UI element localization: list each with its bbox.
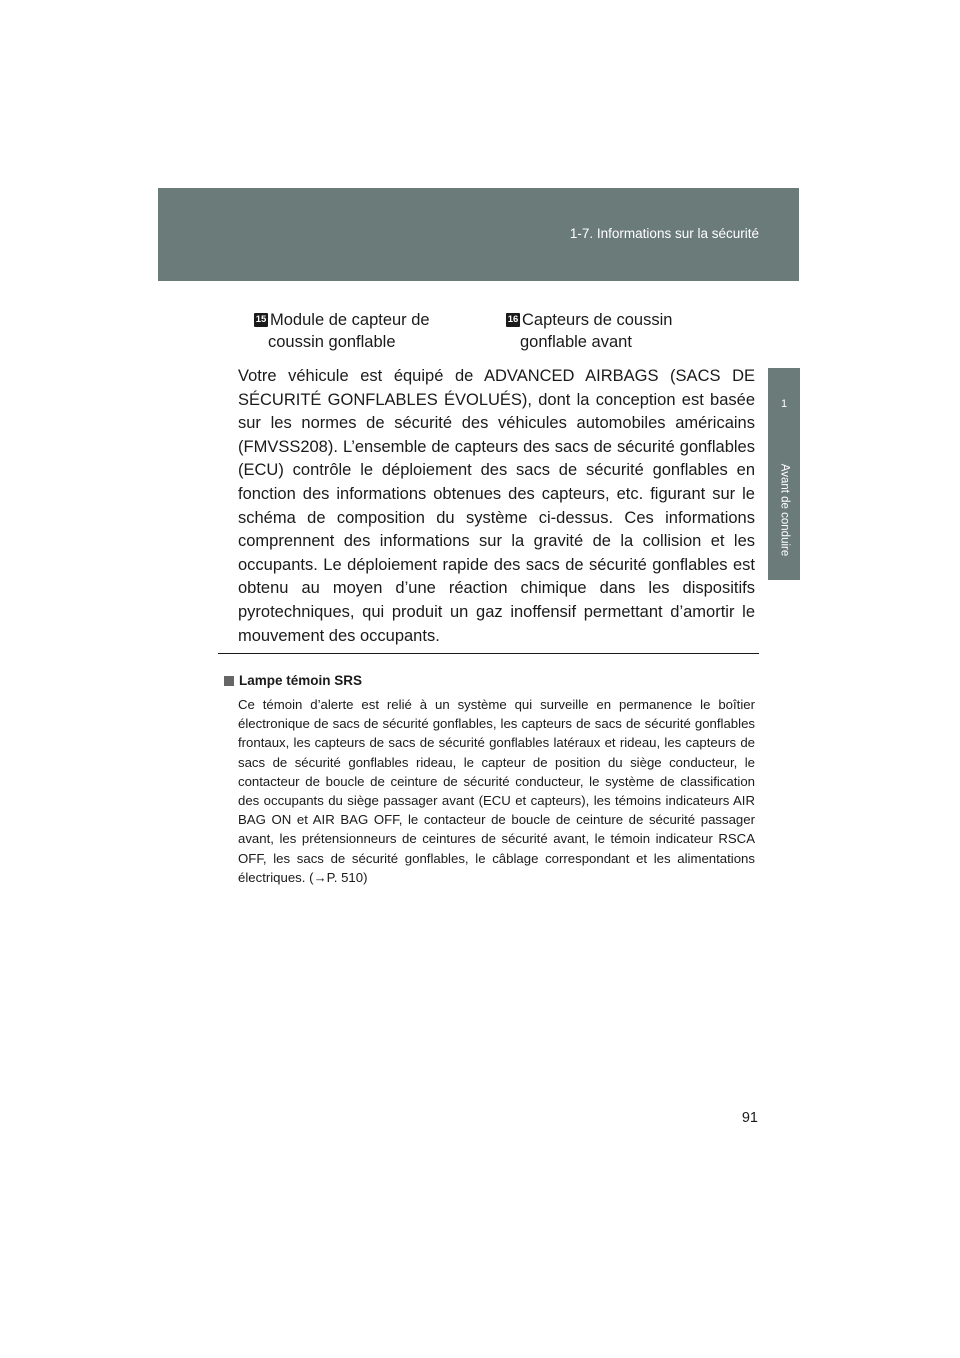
number-15-badge: 15 bbox=[255, 314, 267, 325]
note-paragraph: Ce témoin d’alerte est relié à un système qui surveille en permanence le boîtier électronique de sacs de sécurité gonflables, les capteurs de sacs de sécurité gonflables frontaux, les capteurs de sacs de sécurité gonflables latéraux et rideau, les capteurs de sacs de sécurité gonflables rideau, le capteur de position du siège conducteur, le contacteur de boucle de ceinture de sécurité conducteur, le système de classification des occupants du siège passager avant (ECU et capteurs), les témoins indicateurs AIR BAG ON et AIR BAG OFF, le contacteur de boucle de ceinture de sécurité passager avant, les prétensionneurs de ceintures de sécurité avant, le témoin indicateur RSCA OFF, les sacs de sécurité gonflables, le câblage correspondant et les alimentations électriques. (→P. 510) bbox=[238, 697, 755, 885]
number-16-badge: 16 bbox=[507, 314, 519, 325]
body-paragraph: Votre véhicule est équipé de ADVANCED AIRBAGS (SACS DE SÉCURITÉ GONFLABLES ÉVOLUÉS), dont la conception est basée sur les normes de sécurité des véhicules automobiles américains (FMVSS208). L’ensemble de capteurs des sacs de sécurité gonflables (ECU) contrôle le déploiement des sacs de sécurité gonflables en fonction des informations obtenues des capteurs, etc. figurant sur le schéma de composition du système ci-dessus. Ces informations comprennent des informations sur la gravité de la collision et les occupants. Le déploiement rapide des sacs de sécurité gonflables est obtenu au moyen d’une réaction chimique dans les dispositifs pyrotechniques, qui produit un gaz inoffensif permettant d’amortir le mouvement des occupants. bbox=[238, 367, 755, 645]
legend-label-line1: Capteurs de coussin bbox=[522, 311, 673, 329]
legend-item-15 bbox=[254, 309, 476, 353]
legend-item-16 bbox=[506, 309, 732, 353]
chapter-number: 1 bbox=[780, 398, 788, 410]
note-heading-text: Lampe témoin SRS bbox=[239, 673, 363, 688]
chapter-label: Avant de conduire bbox=[778, 463, 790, 557]
legend-label-line2: coussin gonflable bbox=[268, 333, 396, 351]
section-divider bbox=[218, 653, 759, 654]
legend-label-line1: Module de capteur de bbox=[270, 311, 430, 329]
chapter-tab bbox=[768, 368, 800, 440]
chapter-rail bbox=[768, 440, 800, 580]
header-band bbox=[158, 188, 799, 281]
note-heading bbox=[224, 673, 362, 688]
section-title: 1-7. Informations sur la sécurité bbox=[569, 226, 759, 241]
page-number: 91 bbox=[741, 1110, 758, 1126]
square-bullet-icon bbox=[224, 676, 234, 686]
legend-label-line2: gonflable avant bbox=[520, 333, 632, 351]
